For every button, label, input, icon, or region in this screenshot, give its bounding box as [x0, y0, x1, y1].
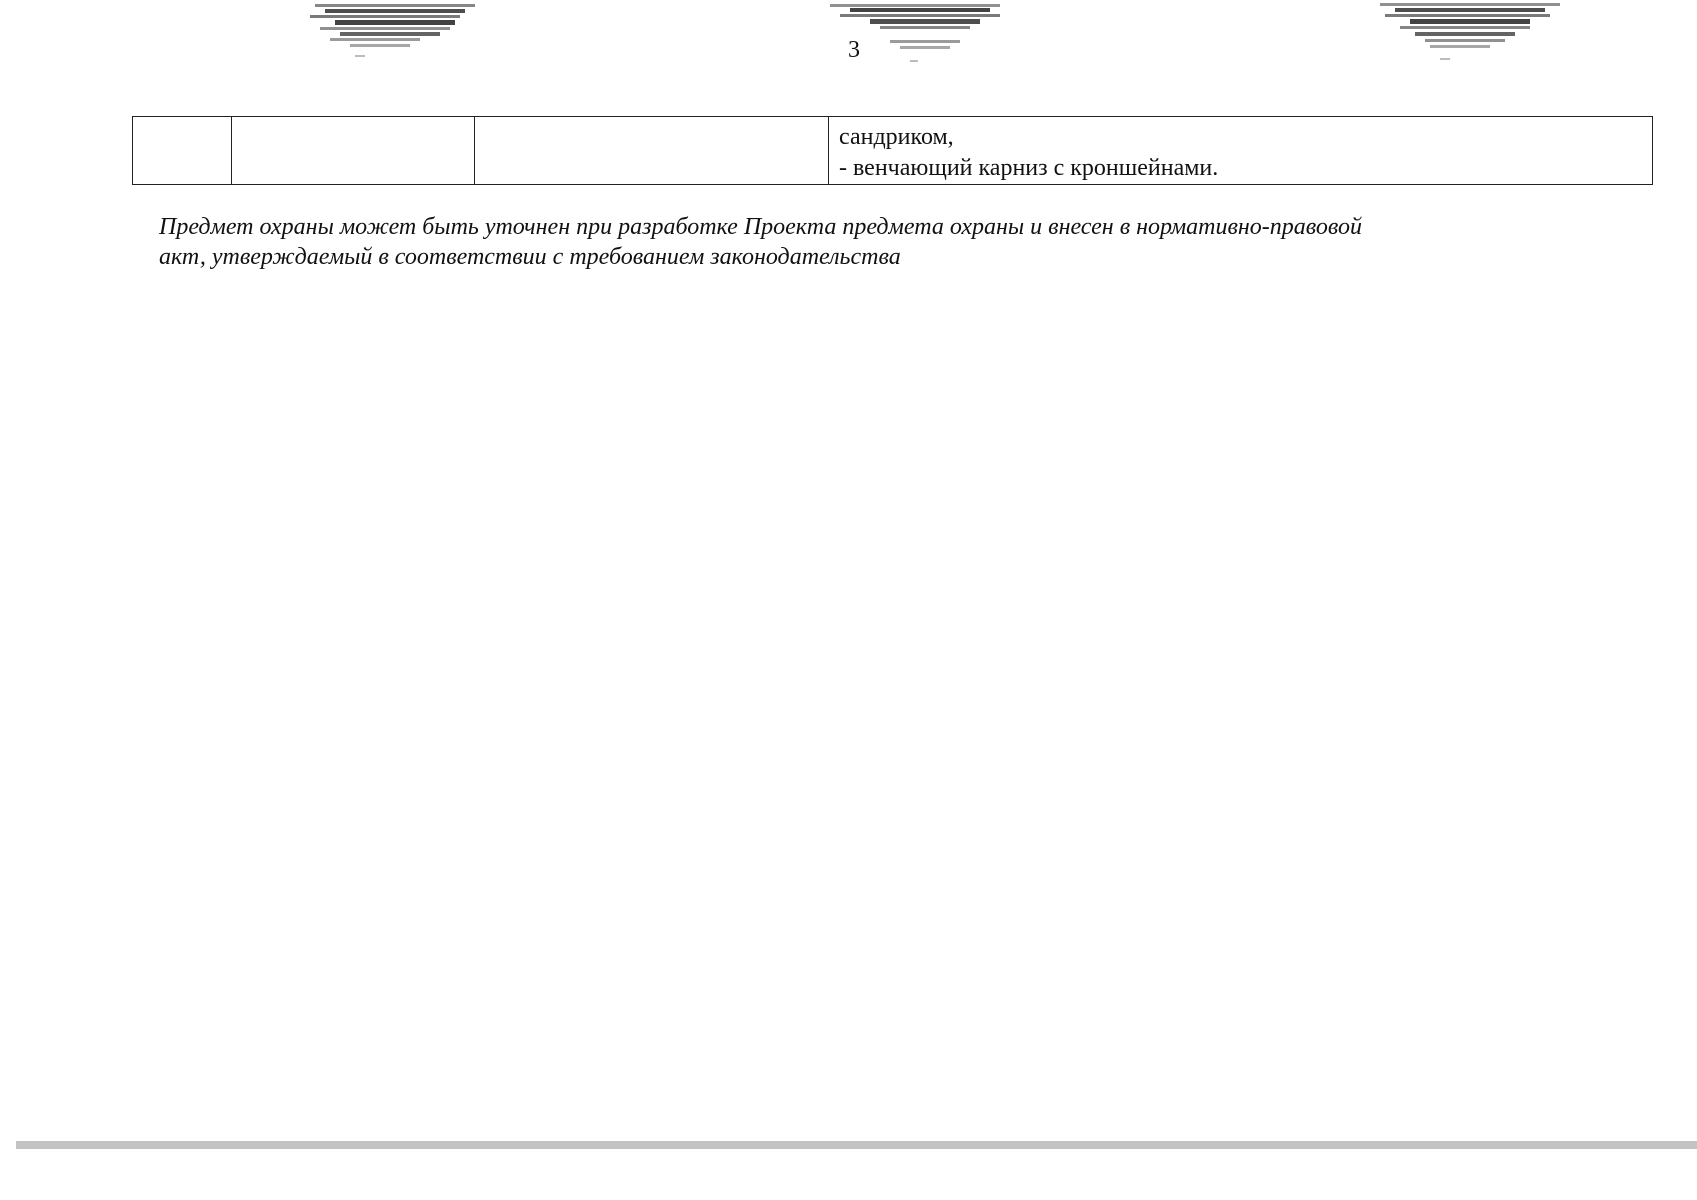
table-cell-name [232, 117, 475, 185]
protection-note [159, 212, 1579, 272]
page-number: 3 [848, 37, 860, 63]
table-cell-category [475, 117, 829, 185]
scan-smudge-right [1370, 0, 1570, 72]
note-line: акт, утверждаемый в соответствии с требованием законодательства [159, 244, 901, 270]
description-line: - венчающий карниз с кроншейнами. [839, 155, 1219, 181]
protection-subject-table [132, 116, 1653, 185]
scan-smudge-left [295, 0, 485, 72]
description-line: сандриком, [839, 124, 954, 150]
table-row [133, 117, 1653, 185]
page-bottom-divider [16, 1141, 1697, 1149]
table-cell-number [133, 117, 232, 185]
table-cell-description [829, 117, 1653, 185]
note-line: Предмет охраны может быть уточнен при разработке Проекта предмета охраны и внесен в нормативно-правовой [159, 214, 1362, 240]
